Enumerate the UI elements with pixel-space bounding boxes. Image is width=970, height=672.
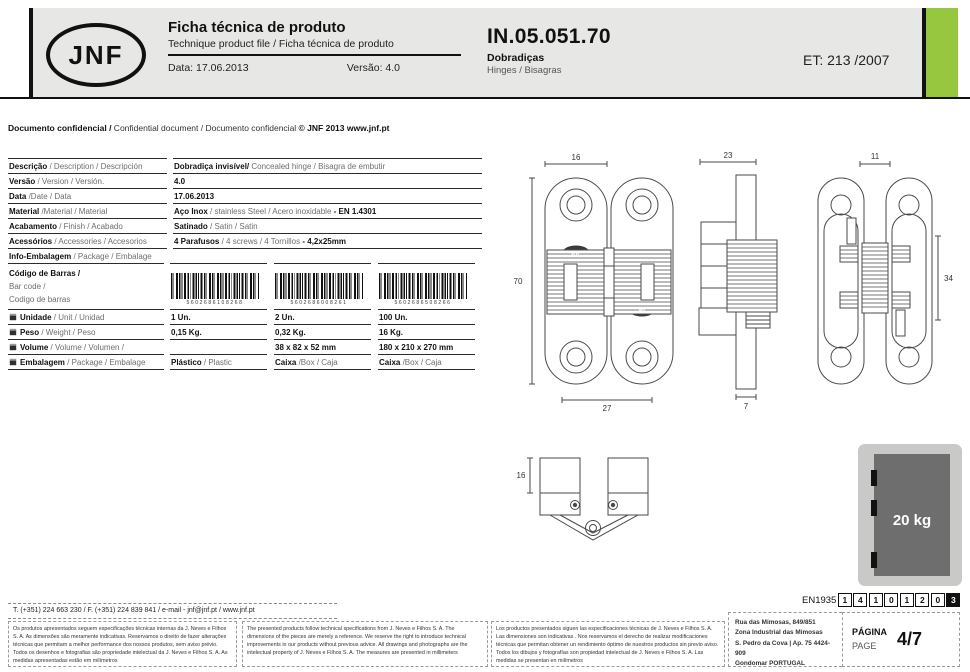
document-version: Versão: 4.0 <box>346 62 400 74</box>
jnf-mark-text: JNF <box>637 308 647 315</box>
title-block <box>168 19 468 74</box>
package-icon <box>9 313 17 321</box>
product-family-translations: Hinges / Bisagras <box>487 65 562 76</box>
spec-row-material: Material /Material / Material Aço Inox / stainless Steel / Acero inoxidable - EN 1.4301 <box>8 203 482 218</box>
dim-front-height: 70 <box>513 277 523 286</box>
dim-rear-body: 34 <box>944 274 953 283</box>
et-reference: ET: 213 /2007 <box>803 52 890 68</box>
document-title: Ficha técnica de produto <box>168 19 346 36</box>
jnf-logo <box>46 23 146 87</box>
spec-row-acessorios: Acessórios / Accessories / Accesorios 4 Parafusos / 4 screws / 4 Tornillos - 4,2x25mm <box>8 233 482 248</box>
load-capacity-value: 20 kg <box>892 512 932 529</box>
front-view-drawing <box>529 161 673 403</box>
document-subtitle: Technique product file / Ficha técnica de produto <box>168 38 394 50</box>
rear-view-drawing <box>818 161 941 384</box>
load-capacity-badge <box>858 444 962 586</box>
spec-row-volume: Volume / Volume / Volumen / 38 x 82 x 52 mm 180 x 210 x 270 mm <box>8 339 482 354</box>
page-label-en: PAGE <box>852 640 877 651</box>
spec-row-data: Data /Date / Data 17.06.2013 <box>8 188 482 203</box>
door-icon <box>874 454 950 576</box>
confidential-bold-lead: Documento confidencial / <box>8 123 112 133</box>
footer-legal-es: Los productos presentados siguen las especificaciones técnicas de J. Neves e Filhos S. A. Las dimensiones son indicativas . Nos reservamos el derecho de realizar modificaciones técnicas que permitan obtener un rendimiento óptimo de nuestros productos sin previo aviso. Todos los dibujos y fotografías son propiedad intelectual de J. Neves e Filhos S. A. Las medidas se presentan en milímetros <box>491 621 725 667</box>
footer-contacts: T. (+351) 224 663 230 / F. (+351) 224 839 841 / e-mail - jnf@jnf.pt / www.jnf.pt <box>8 603 337 619</box>
barcode-1-digits: 5602686108268 <box>186 300 244 306</box>
dim-side-depth: 23 <box>723 151 733 160</box>
en1935-digit-1: 1 <box>838 593 852 607</box>
address-line: Zona Industrial das Mimosas <box>735 629 823 637</box>
confidential-line <box>8 123 390 133</box>
copyright-text: © JNF 2013 www.jnf.pt <box>298 123 390 133</box>
barcode-100-units <box>379 273 467 299</box>
spec-row-descricao: Descrição / Description / Descripción Dobradiça invisível/ Concealed hinge / Bisagra de embutir <box>8 158 482 173</box>
en1935-digit-7: 0 <box>931 593 945 607</box>
barcode-2-digits: 5602686008261 <box>290 300 348 306</box>
open-view-drawing <box>527 458 648 540</box>
spec-row-versao: Versão / Version / Versión. 4.0 <box>8 173 482 188</box>
product-family-pt: Dobradiças <box>487 52 545 64</box>
hinge-mark-icon <box>871 470 877 486</box>
footer-legal-pt: Os produtos apresentados seguem especificações técnicas internas da J. Neves e Filhos S. A. As dimensões são meramente indicativas. Reservamos o direito de fazer alterações técnicas que permitam a melhor performance dos nossos produtos, sem aviso prévio. Todos os desenhos e fotografias são propriedade intelectual da J. Neves e Filhos S. A. As medidas apresentadas estão em milímetros <box>8 621 237 667</box>
page-number: 4/7 <box>897 629 923 649</box>
spec-row-barcodes: Código de Barras / Bar code / Codigo de barras 5602686108268 5602686008261 5602686508266 <box>8 263 482 309</box>
spec-row-embalagem: Embalagem / Package / Embalage Plástico / Plastic Caixa /Box / Caja Caixa /Box / Caja <box>8 354 482 370</box>
product-block <box>487 25 611 76</box>
package-icon <box>9 328 17 336</box>
dim-front-width: 16 <box>571 153 581 162</box>
dim-open-thickness: 16 <box>516 471 526 480</box>
package-icon <box>9 358 17 366</box>
page-label-pt: PÁGINA <box>852 627 888 637</box>
barcode-2-units <box>275 273 363 299</box>
footer-address <box>728 612 842 667</box>
side-view-drawing <box>699 159 777 400</box>
address-line: Rua das Mimosas, 849/851 <box>735 619 816 626</box>
spec-row-unidade: Unidade / Unit / Unidad 1 Un. 2 Un. 100 Un. <box>8 309 482 324</box>
spec-row-peso: Peso / Weight / Peso 0,15 Kg. 0,32 Kg. 16 Kg. <box>8 324 482 339</box>
en1935-label: EN1935 <box>802 594 837 606</box>
en1935-digit-5: 1 <box>900 593 914 607</box>
header-green-accent-bar <box>926 8 958 97</box>
en1935-digit-4: 0 <box>884 593 898 607</box>
en1935-digit-6: 2 <box>915 593 929 607</box>
en1935-digit-8: 3 <box>946 593 960 607</box>
address-line: S. Pedro da Cova | Ap. 75 4424-909 <box>735 639 830 657</box>
document-date: Data: 17.06.2013 <box>168 62 249 74</box>
address-line: Gondomar PORTUGAL <box>735 660 805 667</box>
dim-rear-gap: 11 <box>870 152 880 161</box>
footer-legal-en: The presented products follow technical specifications from J. Neves e Filhos S. A. The dimensions of the pieces are merely a reference. We reserve the right to introduce technical improvements in our products without previous advice. All drawings and photographs are the intelectual property of J. Neves e Filhos S. A. The measures are presented in millimeters <box>242 621 488 667</box>
spec-row-info-embalagem: Info-Embalagem / Package / Embalage <box>8 248 482 263</box>
en1935-digit-3: 1 <box>869 593 883 607</box>
header-divider-rule <box>0 97 970 99</box>
jnf-logo-text: JNF <box>68 39 124 70</box>
footer-page-indicator <box>842 612 960 667</box>
confidential-translations: Confidential document / Documento confidencial <box>111 123 299 133</box>
dim-front-span: 27 <box>602 404 612 413</box>
product-code: IN.05.051.70 <box>487 25 611 48</box>
spec-table <box>8 158 482 370</box>
dim-side-leaf: 7 <box>743 402 749 411</box>
package-icon <box>9 343 17 351</box>
barcode-1-unit <box>171 273 259 299</box>
en1935-digit-2: 4 <box>853 593 867 607</box>
title-underline <box>168 54 461 56</box>
barcode-100-digits: 5602686508266 <box>394 300 452 306</box>
hinge-mark-icon <box>871 552 877 568</box>
header-background <box>33 8 922 97</box>
en1935-classification <box>802 593 960 607</box>
jnf-mark-text: JNF <box>571 250 581 257</box>
spec-row-acabamento: Acabamento / Finish / Acabado Satinado / Satin / Satin <box>8 218 482 233</box>
